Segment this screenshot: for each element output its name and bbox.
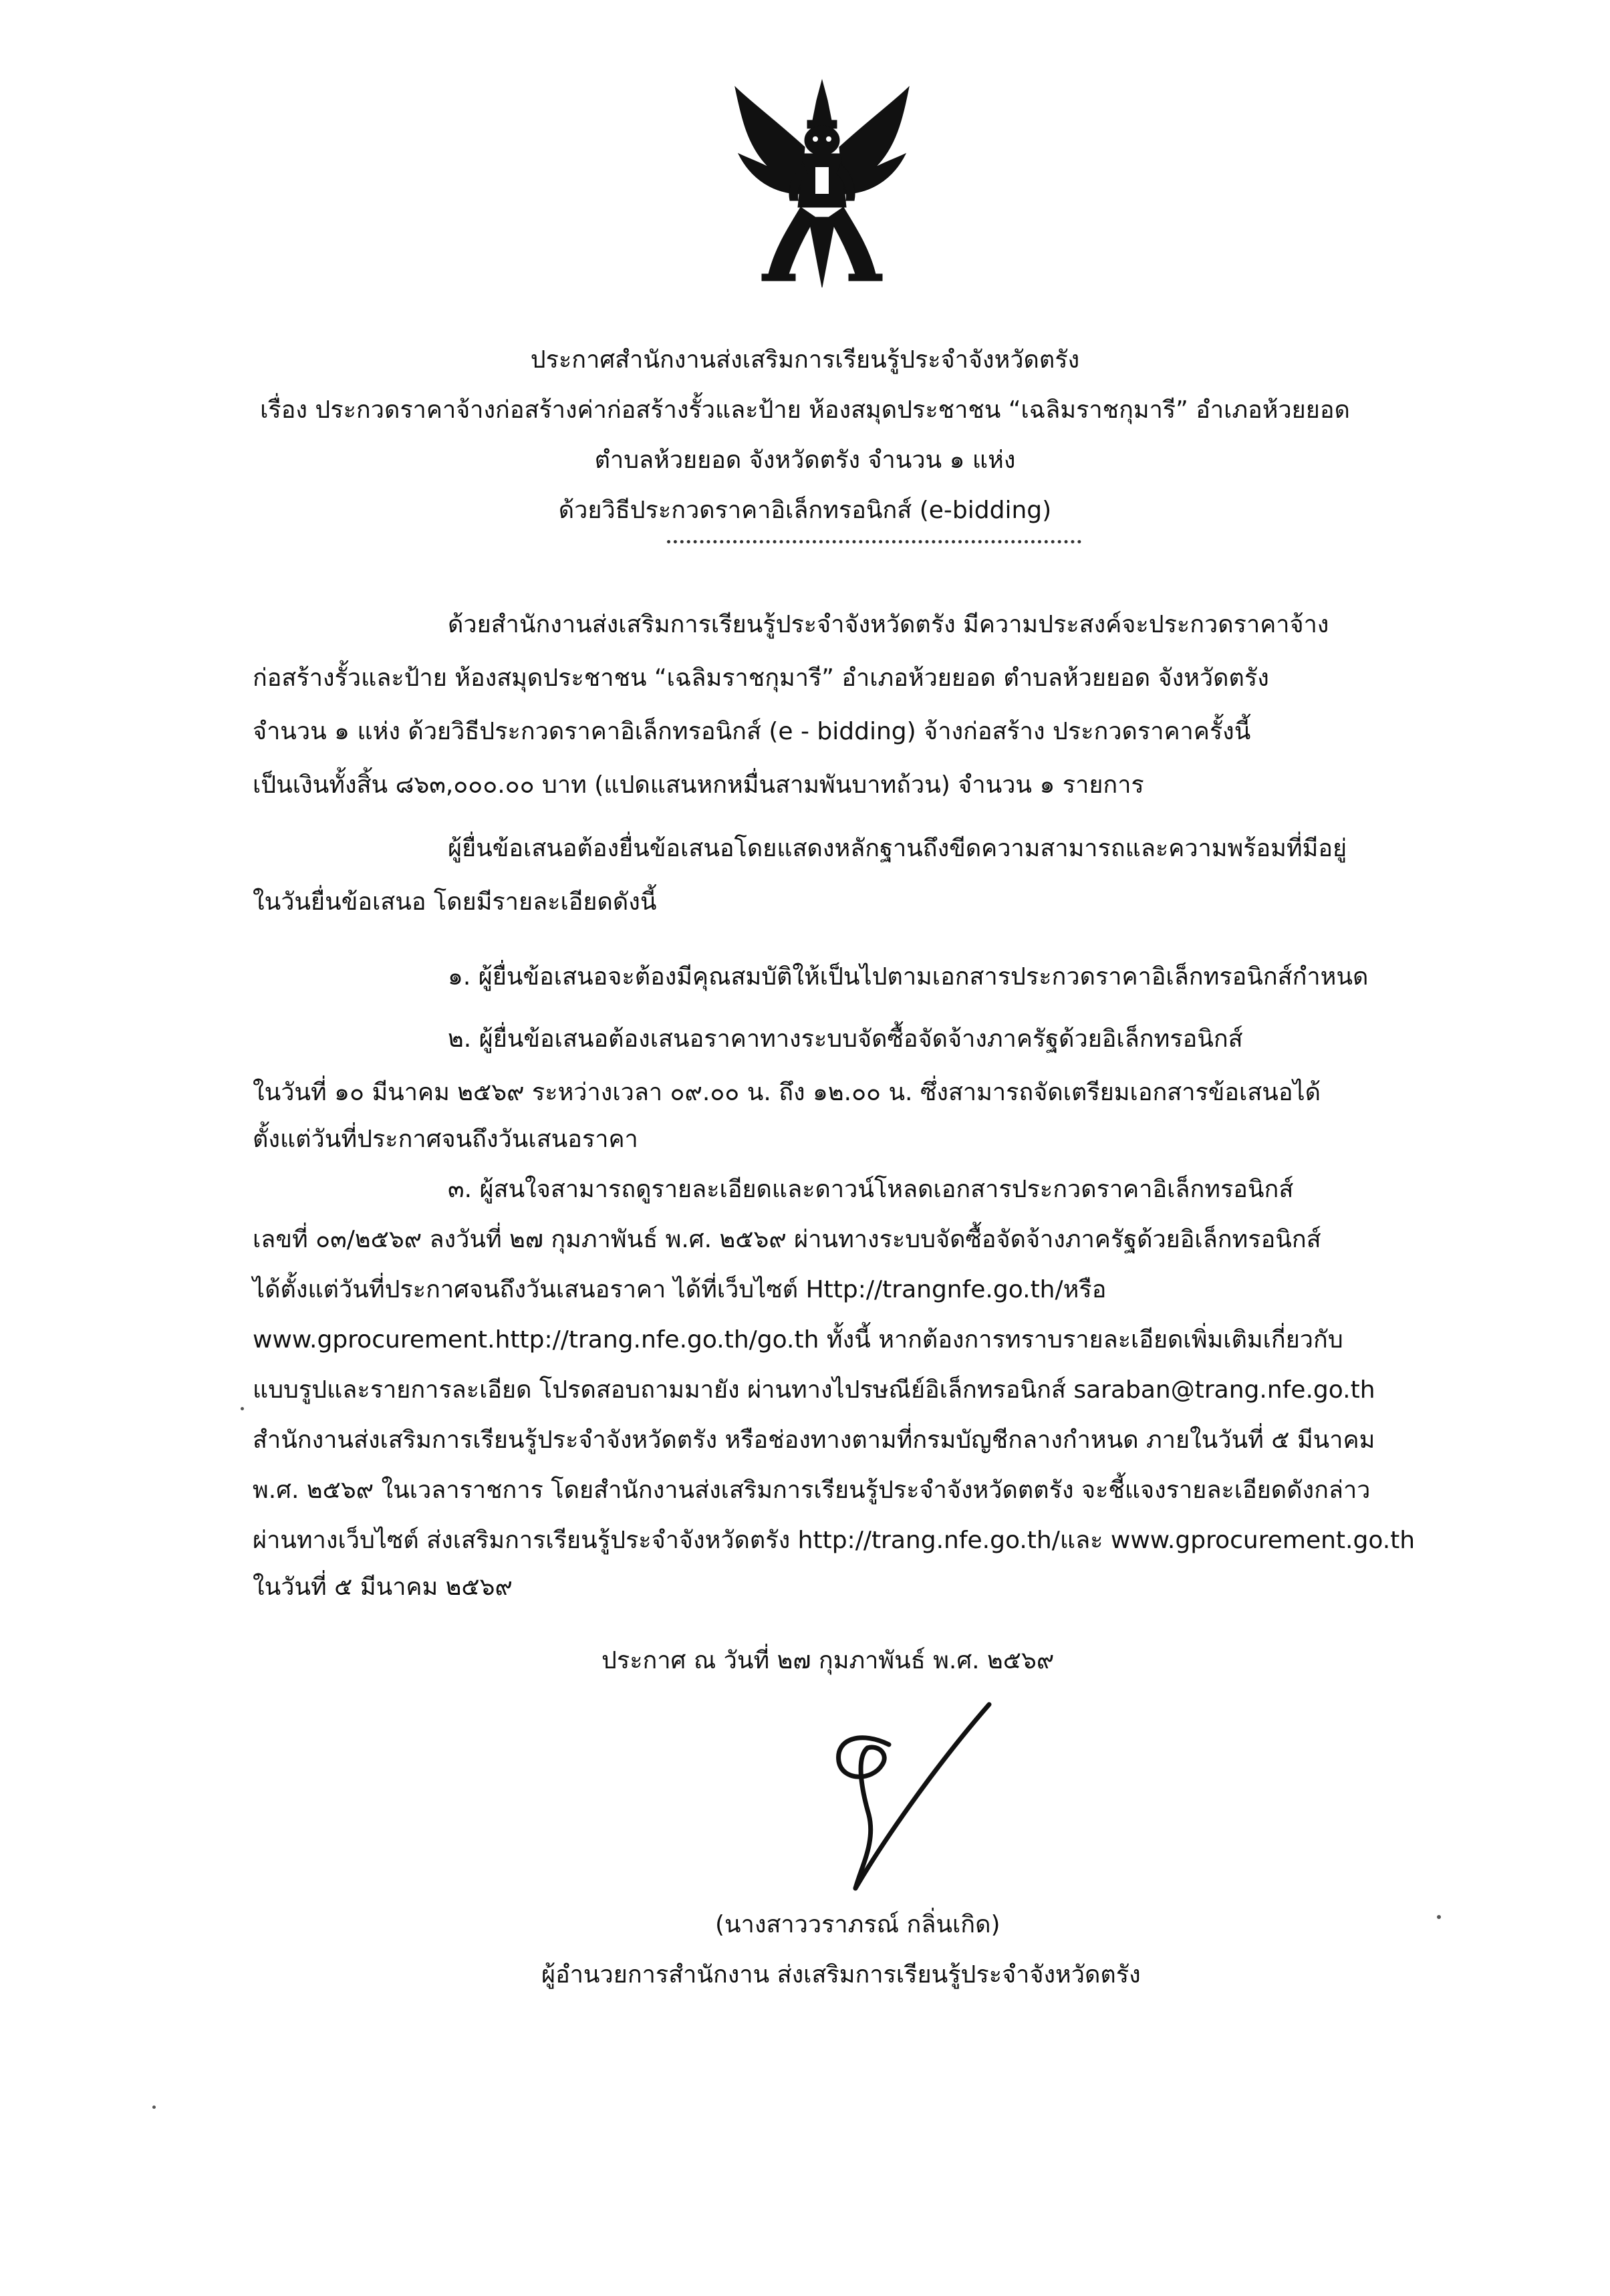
item-2-line-3: ตั้งแต่วันที่ประกาศจนถึงวันเสนอราคา <box>253 1126 638 1153</box>
garuda-emblem-icon <box>728 74 916 294</box>
signatory-name: (นางสาววราภรณ์ กลิ่นเกิด) <box>715 1911 1000 1938</box>
paragraph-2-line-1: ผู้ยื่นข้อเสนอต้องยื่นข้อเสนอโดยแสดงหลักฐานถึงขีดความสามารถและความพร้อมที่มีอยู่ <box>448 835 1347 862</box>
handwritten-signature <box>789 1698 1009 1898</box>
paragraph-1-line-1: ด้วยสำนักงานส่งเสริมการเรียนรู้ประจำจังหวัดตรัง มีความประสงค์จะประกวดราคาจ้าง <box>448 611 1329 638</box>
item-3-line-1: ๓. ผู้สนใจสามารถดูรายละเอียดและดาวน์โหลดเอกสารประกวดราคาอิเล็กทรอนิกส์ <box>448 1176 1294 1203</box>
subject-line-1: เรื่อง ประกวดราคาจ้างก่อสร้างค่าก่อสร้างรั้วและป้าย ห้องสมุดประชาชน “เฉลิมราชกุมารี” อำเภอห้วยยอด <box>260 396 1350 424</box>
item-3-line-4: www.gprocurement.http://trang.nfe.go.th/go.th ทั้งนี้ หากต้องการทราบรายละเอียดเพิ่มเติมเกี่ยวกับ <box>253 1326 1343 1354</box>
item-3-line-3: ได้ตั้งแต่วันที่ประกาศจนถึงวันเสนอราคา ได้ที่เว็บไซต์ Http://trangnfe.go.th/หรือ <box>253 1276 1107 1303</box>
announce-date: ประกาศ ณ วันที่ ๒๗ กุมภาพันธ์ พ.ศ. ๒๕๖๙ <box>601 1647 1055 1674</box>
paragraph-2-line-2: ในวันยื่นข้อเสนอ โดยมีรายละเอียดดังนี้ <box>253 888 657 916</box>
item-2-line-1: ๒. ผู้ยื่นข้อเสนอต้องเสนอราคาทางระบบจัดซื้อจัดจ้างภาครัฐด้วยอิเล็กทรอนิกส์ <box>448 1025 1243 1053</box>
subject-line-3: ด้วยวิธีประกวดราคาอิเล็กทรอนิกส์ (e-bidding) <box>558 497 1052 524</box>
paragraph-1-line-3: จำนวน ๑ แห่ง ด้วยวิธีประกวดราคาอิเล็กทรอนิกส์ (e - bidding) จ้างก่อสร้าง ประกวดราคาครั้งนี้ <box>253 718 1251 745</box>
signatory-position: ผู้อำนวยการสำนักงาน ส่งเสริมการเรียนรู้ประจำจังหวัดตรัง <box>541 1961 1141 1989</box>
scan-speck <box>152 2106 156 2109</box>
subject-line-2: ตำบลห้วยยอด จังหวัดตรัง จำนวน ๑ แห่ง <box>594 447 1016 474</box>
paragraph-1-line-4: เป็นเงินทั้งสิ้น ๘๖๓,๐๐๐.๐๐ บาท (แปดแสนหกหมื่นสามพันบาทถ้วน) จำนวน ๑ รายการ <box>253 771 1144 799</box>
item-3-line-9: ในวันที่ ๕ มีนาคม ๒๕๖๙ <box>253 1573 513 1601</box>
item-3-line-7: พ.ศ. ๒๕๖๙ ในเวลาราชการ โดยสำนักงานส่งเสริมการเรียนรู้ประจำจังหวัดตตรัง จะชี้แจงรายละเอียดดังกล่าว <box>253 1477 1371 1504</box>
item-3-line-6: สำนักงานส่งเสริมการเรียนรู้ประจำจังหวัดตรัง หรือช่องทางตามที่กรมบัญชีกลางกำหนด ภายในวันที่ ๕ มีนาคม <box>253 1426 1375 1454</box>
scan-speck <box>1437 1915 1441 1919</box>
paragraph-1-line-2: ก่อสร้างรั้วและป้าย ห้องสมุดประชาชน “เฉลิมราชกุมารี” อำเภอห้วยยอด ตำบลห้วยยอด จังหวัดตรัง <box>253 664 1269 692</box>
item-3-line-5: แบบรูปและรายการละเอียด โปรดสอบถามมายัง ผ่านทางไปรษณีย์อิเล็กทรอนิกส์ saraban@trang.nfe.go.th <box>253 1376 1375 1404</box>
item-2-line-2: ในวันที่ ๑๐ มีนาคม ๒๕๖๙ ระหว่างเวลา ๐๙.๐๐ น. ถึง ๑๒.๐๐ น. ซึ่งสามารถจัดเตรียมเอกสารข้อเสนอได้ <box>253 1079 1321 1106</box>
separator-dotted-line <box>667 540 1081 543</box>
scan-speck <box>241 1407 244 1410</box>
announcement-title: ประกาศสำนักงานส่งเสริมการเรียนรู้ประจำจังหวัดตรัง <box>530 346 1080 374</box>
item-1: ๑. ผู้ยื่นข้อเสนอจะต้องมีคุณสมบัติให้เป็นไปตามเอกสารประกวดราคาอิเล็กทรอนิกส์กำหนด <box>448 963 1369 991</box>
item-3-line-8: ผ่านทางเว็บไซต์ ส่งเสริมการเรียนรู้ประจำจังหวัดตรัง http://trang.nfe.go.th/และ www.gprocurement.go.th <box>253 1527 1416 1554</box>
item-3-line-2: เลขที่ ๐๓/๒๕๖๙ ลงวันที่ ๒๗ กุมภาพันธ์ พ.ศ. ๒๕๖๙ ผ่านทางระบบจัดซื้อจัดจ้างภาครัฐด้วยอิเล็กทรอนิกส์ <box>253 1226 1321 1253</box>
